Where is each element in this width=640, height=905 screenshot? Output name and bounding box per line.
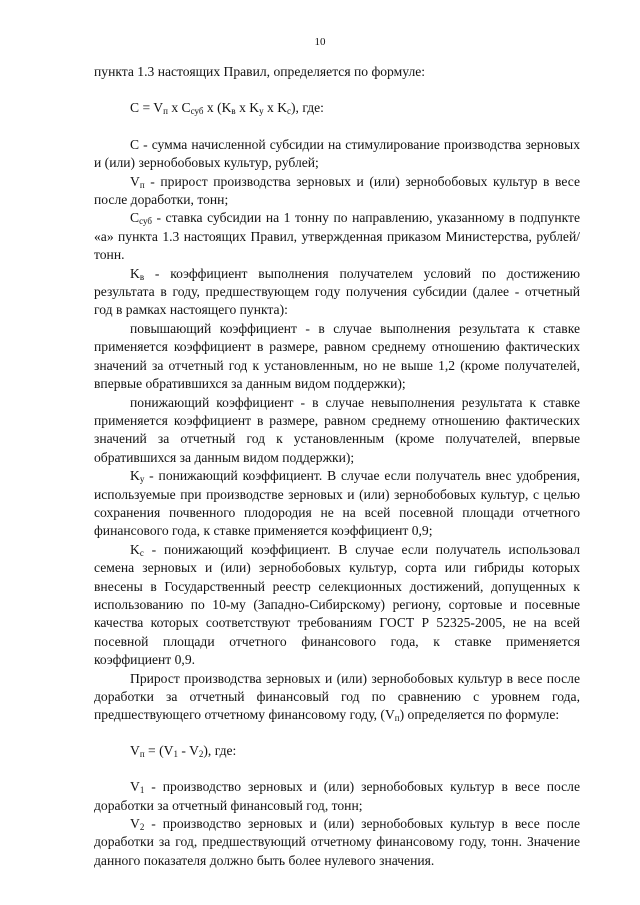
definition-c: C - сумма начисленной субсидии на стимулирование производства зерновых и (или) зернобобовых культур, рублей; <box>94 136 580 171</box>
definition-csub: $C_{суб}$ - ставка субсидии на 1 тонну по направлению, указанному в подпункте «а» пункта 1.3 настоящих Правил, утвержденная приказом Министерства, рублей/тонн. <box>94 210 580 263</box>
definition-ku: $K_у$ - понижающий коэффициент. В случае если получатель внес удобрения, используемые при производстве зерновых и (или) зернобобовых культур, с целью сохранения почвенного плодородия не на всей посевной площади отчетного финансового года, к ставке применяется коэффициент 0,9; <box>94 468 580 539</box>
document-body <box>94 63 580 870</box>
page-number: 10 <box>314 36 326 48</box>
paragraph-kv-decreasing: понижающий коэффициент - в случае невыполнения результата к ставке применяется коэффициент в размере, равном среднему отношению фактических значений за отчетный год к установленным (кроме получателей, впервые обратившихся за данным видом поддержки); <box>94 394 580 465</box>
formula-subsidy: $C = V_п$ x $C_{суб}$ x ($K_в$ x $K_у$ x $K_с$), где: <box>130 100 324 117</box>
formula-growth: $V_п = (V_1 - V_2)$, где: <box>130 742 237 759</box>
paragraph-intro: пункта 1.3 настоящих Правил, определяется по формуле: <box>94 64 426 79</box>
definition-vp: $V_п$ - прирост производства зерновых и (или) зернобобовых культур в весе после доработки, тонн; <box>94 173 580 208</box>
definition-v2: $V_2$ - производство зерновых и (или) зернобобовых культур в весе после доработки за год, предшествующий отчетному финансовому году, тонн. Значение данного показателя должно быть более нулевого значения. <box>94 816 580 868</box>
definition-v1: $V_1$ - производство зерновых и (или) зернобобовых культур в весе после доработки за отчетный финансовый год, тонн; <box>94 779 580 813</box>
definition-kc: $K_с$ - понижающий коэффициент. В случае если получатель использовал семена зерновых и (или) зернобобовых культур, сорта или гибриды которых внесены в Государственный реестр селекционных достижений, допущенных к использованию по 10-му (Западно-Сибирскому) региону, сортовые и посевные качества которых соответствуют требованиям ГОСТ Р 52325-2005, не на всей посевной площади отчетного финансового года, к ставке применяется коэффициент 0,9. <box>94 541 580 668</box>
definition-kv: $K_в$ - коэффициент выполнения получателем условий по достижению результата в году, предшествующем году получения субсидии (далее - отчетный год в рамках настоящего пункта): <box>94 265 580 318</box>
paragraph-kv-increasing: повышающий коэффициент - в случае выполнения результата к ставке применяется коэффициент в размере, равном среднему отношению фактических значений за отчетный год к установленным, но не выше 1,2 (кроме получателей, впервые обратившихся за данным видом поддержки); <box>94 320 580 392</box>
paragraph-growth: Прирост производства зерновых и (или) зернобобовых культур в весе после доработки за отчетный финансовый год по сравнению с уровнем года, предшествующего отчетному финансовому году, $(V_п)$ определяется по формуле: <box>94 670 580 724</box>
